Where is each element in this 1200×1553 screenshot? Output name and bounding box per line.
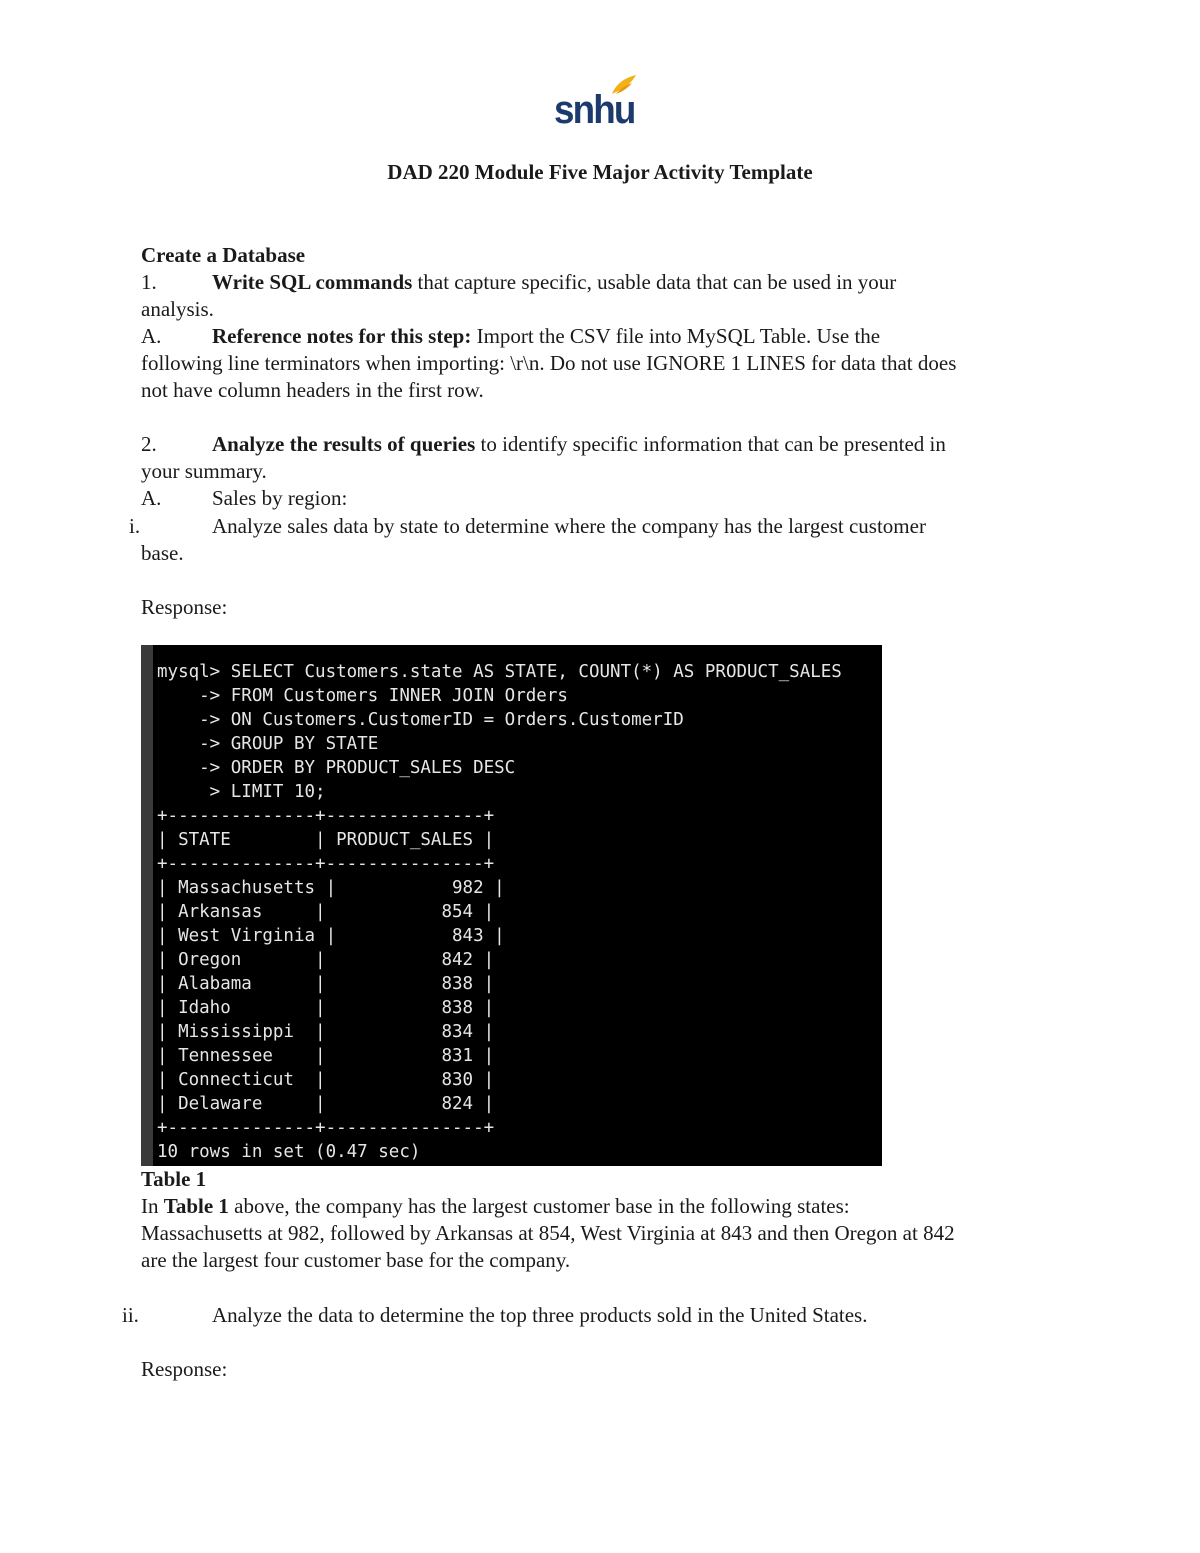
snhu-logo (554, 74, 640, 132)
step-1-rest: that capture specific, usable data that can be used in your (412, 270, 897, 294)
terminal-line: | West Virginia | 843 | (157, 926, 505, 946)
step-2-rest: to identify specific information that can be presented in (475, 432, 946, 456)
step-2ai-label: i. (129, 514, 141, 538)
terminal-line: -> ORDER BY PRODUCT_SALES DESC (157, 758, 516, 778)
step-1-cont: analysis. (141, 297, 214, 321)
response-1-label: Response: (141, 595, 228, 619)
terminal-line: > LIMIT 10; (157, 782, 326, 802)
document-title: DAD 220 Module Five Major Activity Template (387, 160, 813, 184)
step-1a-label: A. (141, 324, 162, 348)
step-2-number: 2. (141, 432, 157, 456)
terminal-line: | Tennessee | 831 | (157, 1046, 495, 1066)
step-1a-bold: Reference notes for this step: (212, 324, 472, 348)
step-2ai-text: Analyze sales data by state to determine where the company has the largest customer (212, 514, 926, 538)
terminal-line: -> FROM Customers INNER JOIN Orders (157, 686, 568, 706)
step-2aii-text: Analyze the data to determine the top three products sold in the United States. (212, 1303, 868, 1327)
terminal-line: | Alabama | 838 | (157, 974, 495, 994)
step-1-bold: Write SQL commands (212, 270, 413, 294)
step-1a-rest: Import the CSV file into MySQL Table. Use the (471, 324, 881, 348)
terminal-line: | Delaware | 824 | (157, 1094, 495, 1114)
terminal-line: | Connecticut | 830 | (157, 1070, 495, 1090)
terminal-line: mysql> SELECT Customers.state AS STATE, COUNT(*) AS PRODUCT_SALES (157, 662, 842, 682)
step-1a-cont-1: following line terminators when importing: \r\n. Do not use IGNORE 1 LINES for data that does (141, 351, 957, 375)
flame-leaf-icon (610, 74, 638, 96)
step-2-bold: Analyze the results of queries (212, 432, 476, 456)
step-1a-cont-2: not have column headers in the first row. (141, 378, 484, 402)
step-2a-label: A. (141, 486, 162, 510)
summary-table-ref: Table 1 (163, 1194, 229, 1218)
terminal-line: -> GROUP BY STATE (157, 734, 379, 754)
terminal-line: | Massachusetts | 982 | (157, 878, 505, 898)
step-1-number: 1. (141, 270, 157, 294)
summary-rest: above, the company has the largest customer base in the following states: (228, 1194, 850, 1218)
summary-line-3: are the largest four customer base for the company. (141, 1248, 571, 1272)
terminal-line: | Mississippi | 834 | (157, 1022, 495, 1042)
terminal-line: +--------------+---------------+ (157, 1118, 495, 1138)
step-1-text (212, 269, 896, 296)
summary-line-1 (141, 1193, 850, 1220)
section-heading: Create a Database (141, 243, 306, 267)
terminal-line: -> ON Customers.CustomerID = Orders.CustomerID (157, 710, 684, 730)
terminal-line: | Idaho | 838 | (157, 998, 495, 1018)
step-1a-text (212, 323, 880, 350)
step-2a-text: Sales by region: (212, 486, 348, 510)
response-2-label: Response: (141, 1357, 228, 1381)
terminal-line: | STATE | PRODUCT_SALES | (157, 830, 495, 850)
step-2-text (212, 431, 946, 458)
terminal-output (157, 660, 842, 1164)
terminal-line: +--------------+---------------+ (157, 854, 495, 874)
table-caption: Table 1 (141, 1167, 207, 1191)
summary-line-2: Massachusetts at 982, followed by Arkansas at 854, West Virginia at 843 and then Oregon at 842 (141, 1221, 955, 1245)
step-2-cont: your summary. (141, 459, 267, 483)
terminal-line: +--------------+---------------+ (157, 806, 495, 826)
terminal-line: 10 rows in set (0.47 sec) (157, 1142, 421, 1162)
step-2aii-label: ii. (122, 1303, 139, 1327)
terminal-scroll-edge (141, 645, 153, 1166)
summary-prefix: In (141, 1194, 164, 1218)
terminal-line: | Arkansas | 854 | (157, 902, 495, 922)
logo-wordmark: snhu (554, 88, 635, 132)
step-2ai-cont: base. (141, 541, 184, 565)
terminal-line: | Oregon | 842 | (157, 950, 495, 970)
